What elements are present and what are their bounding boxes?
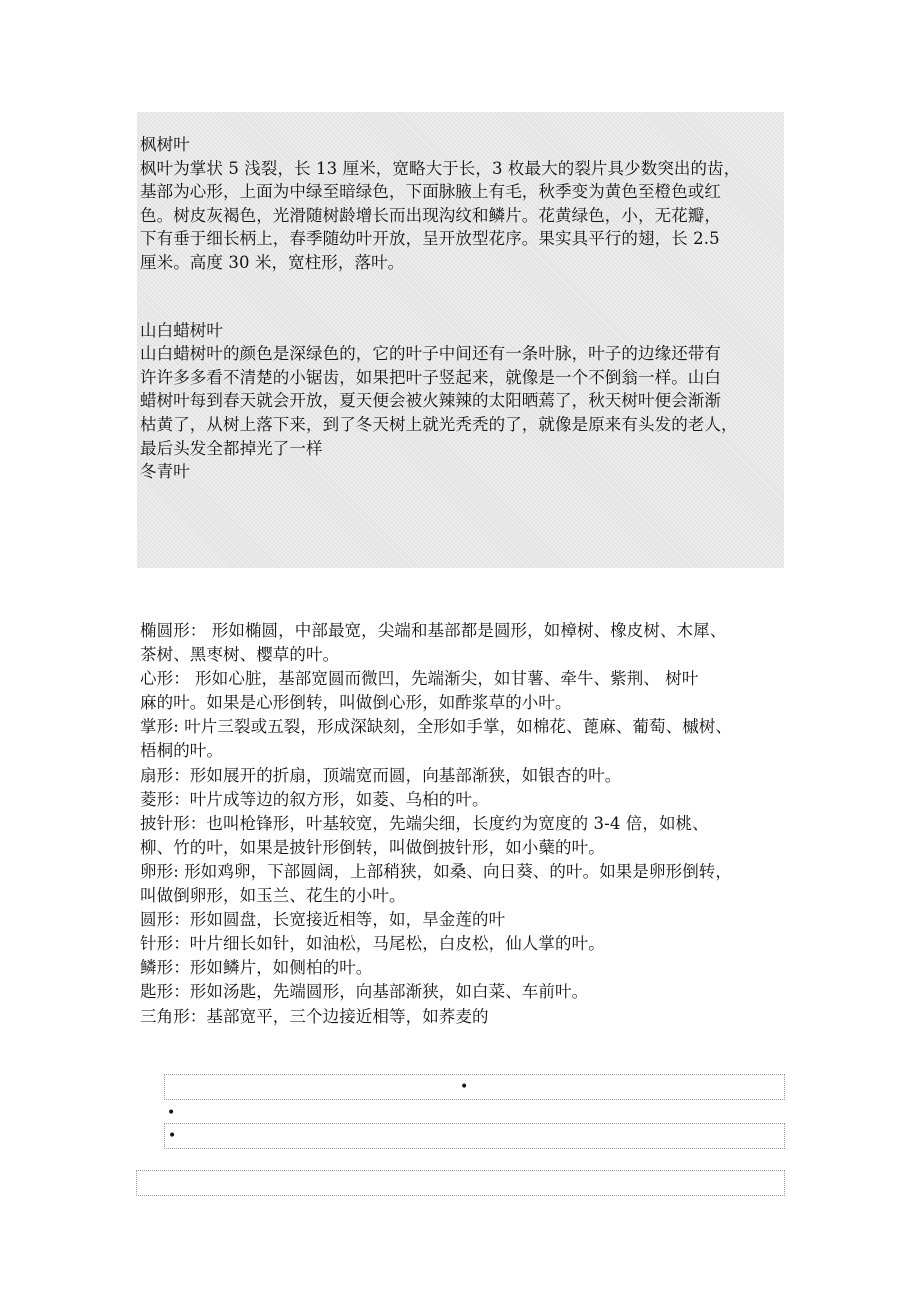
ash-leaf-line: 最后头发全都掉光了一样	[140, 438, 323, 458]
ash-leaf-line: 山白蜡树叶的颜色是深绿色的，它的叶子中间还有一条叶脉，叶子的边缘还带有	[140, 344, 721, 364]
bullet-box-middle	[164, 1123, 785, 1149]
leaf-shape-line: 匙形：形如汤匙，先端圆形，向基部渐狭，如白菜、车前叶。	[140, 982, 589, 1002]
bullet-marker: •	[168, 1128, 177, 1144]
maple-leaf-line: 色。树皮灰褐色，光滑随树龄增长而出现沟纹和鳞片。花黄绿色，小，无花瓣，	[140, 205, 721, 225]
leaf-shape-line: 茶树、黑枣树、樱草的叶。	[140, 645, 340, 665]
tree-leaf-panel	[137, 112, 784, 568]
leaf-shape-line: 柳、竹的叶，如果是披针形倒转，叫做倒披针形，如小蘖的叶。	[140, 837, 605, 857]
tree-leaf-text	[140, 133, 782, 484]
leaf-shape-line: 菱形：叶片成等边的叙方形，如菱、乌桕的叶。	[140, 789, 489, 809]
maple-leaf-title: 枫树叶	[140, 135, 190, 154]
leaf-shape-line: 圆形：形如圆盘，长宽接近相等，如，旱金莲的叶	[140, 910, 506, 930]
leaf-shape-line: 麻的叶。如果是心形倒转，叫做倒心形，如酢浆草的小叶。	[140, 693, 572, 713]
leaf-shape-line: 掌形: 叶片三裂或五裂，形成深缺刻，全形如手掌，如棉花、蓖麻、葡萄、槭树、	[140, 717, 733, 737]
bullet-box-top	[164, 1074, 785, 1100]
bullet-marker: •	[460, 1079, 469, 1095]
leaf-shape-line: 椭圆形： 形如椭圆，中部最宽，尖端和基部都是圆形，如樟树、橡皮树、木犀、	[140, 621, 727, 640]
maple-leaf-line: 枫叶为掌状 5 浅裂，长 13 厘米，宽略大于长，3 枚最大的裂片具少数突出的齿，	[140, 158, 741, 178]
leaf-shape-line: 披针形：也叫枪锋形，叶基较宽，先端尖细，长度约为宽度的 3-4 倍，如桃、	[140, 813, 709, 833]
leaf-shape-list	[140, 619, 790, 1029]
leaf-shape-line: 卵形: 形如鸡卵，下部圆阔，上部稍狭，如桑、向日葵、的叶。如果是卵形倒转，	[140, 861, 733, 881]
bullet-marker: •	[167, 1105, 176, 1121]
leaf-shape-line: 叫做倒卵形，如玉兰、花生的小叶。	[140, 886, 406, 906]
ash-leaf-title: 山白蜡树叶	[140, 320, 223, 340]
maple-leaf-line: 基部为心形，上面为中绿至暗绿色，下面脉腋上有毛，秋季变为黄色至橙色或红	[140, 182, 721, 202]
leaf-shape-line: 扇形：形如展开的折扇，顶端宽而圆，向基部渐狭，如银杏的叶。	[140, 765, 622, 785]
ash-leaf-line: 枯黄了，从树上落下来，到了冬天树上就光秃秃的了，就像是原来有头发的老人，	[140, 414, 738, 434]
section-gap	[140, 297, 782, 319]
leaf-shape-line: 三角形：基部宽平，三个边接近相等，如荞麦的	[140, 1006, 489, 1026]
leaf-shape-line: 鳞形：形如鳞片，如侧柏的叶。	[140, 958, 373, 978]
leaf-shape-line: 针形：叶片细长如针，如油松，马尾松，白皮松，仙人掌的叶。	[140, 934, 605, 954]
leaf-shape-line: 心形： 形如心脏，基部宽圆而微凹，先端渐尖，如甘薯、牵牛、紫荆、 树叶	[140, 669, 699, 689]
empty-box-bottom	[136, 1170, 785, 1196]
maple-leaf-line: 下有垂于细长柄上，春季随幼叶开放，呈开放型花序。果实具平行的翅，长 2.5	[140, 229, 720, 249]
ash-leaf-line: 蜡树叶每到春天就会开放，夏天便会被火辣辣的太阳晒蔫了，秋天树叶便会渐渐	[140, 391, 721, 411]
holly-leaf-title: 冬青叶	[140, 462, 190, 482]
leaf-shape-line: 梧桐的叶。	[140, 741, 223, 761]
maple-leaf-line: 厘米。高度 30 米，宽柱形，落叶。	[140, 252, 405, 272]
ash-leaf-line: 许许多多看不清楚的小锯齿，如果把叶子竖起来，就像是一个不倒翁一样。山白	[140, 367, 721, 387]
section-gap	[140, 275, 782, 297]
